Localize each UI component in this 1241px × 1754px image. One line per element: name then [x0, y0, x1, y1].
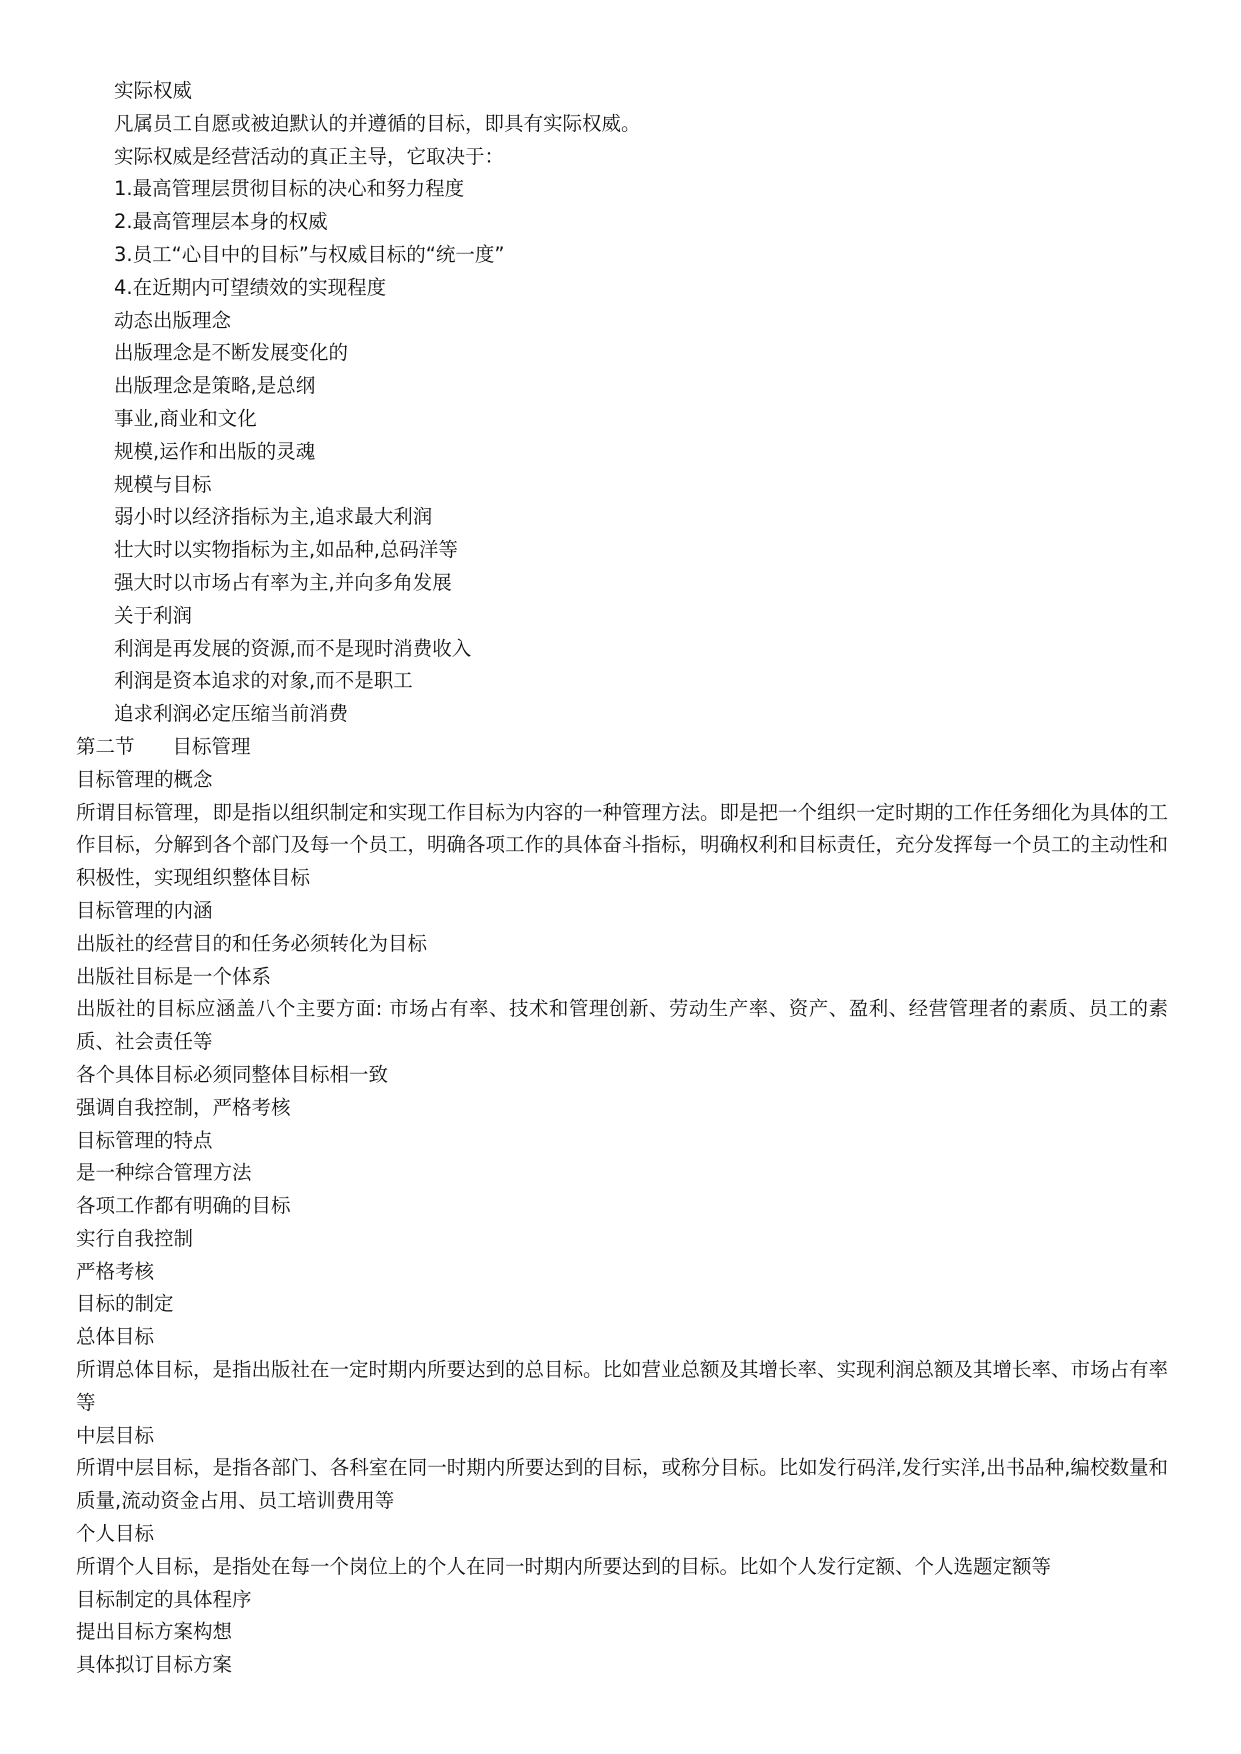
text-line: 出版社的经营目的和任务必须转化为目标	[76, 931, 428, 955]
text-line: 弱小时以经济指标为主,追求最大利润	[114, 505, 433, 529]
text-line: 凡属员工自愿或被迫默认的并遵循的目标，即具有实际权威。	[114, 111, 641, 135]
text-line: 关于利润	[114, 603, 193, 627]
list-item: 1.最高管理层贯彻目标的决心和努力程度	[114, 177, 465, 201]
text-line: 实际权威	[114, 79, 193, 102]
subheading: 目标管理的概念	[76, 767, 213, 791]
text-line: 强调自我控制，严格考核	[76, 1095, 291, 1119]
text-line: 强大时以市场占有率为主,并向多角发展	[114, 570, 452, 594]
text-line: 实行自我控制	[76, 1226, 194, 1250]
text-line: 出版理念是不断发展变化的	[114, 341, 349, 365]
actual-authority-block	[0, 75, 1241, 731]
text-line: 壮大时以实物指标为主,如品种,总码洋等	[114, 538, 458, 562]
paragraph: 所谓中层目标，是指各部门、各科室在同一时期内所要达到的目标，或称分目标。比如发行码洋,发行实洋,出书品种,编校数量和质量,流动资金占用、员工培训费用等	[76, 1456, 1168, 1513]
objective-management-block	[0, 764, 1241, 1682]
text-line: 规模与目标	[114, 472, 212, 496]
text-line: 利润是再发展的资源,而不是现时消费收入	[114, 636, 472, 660]
paragraph: 出版社的目标应涵盖八个主要方面: 市场占有率、技术和管理创新、劳动生产率、资产、盈利、经营管理者的素质、员工的素质、社会责任等	[76, 997, 1168, 1054]
paragraph: 所谓总体目标，是指出版社在一定时期内所要达到的总目标。比如营业总额及其增长率、实现利润总额及其增长率、市场占有率等	[76, 1358, 1169, 1414]
section-title: 目标管理	[172, 734, 251, 758]
text-line: 规模,运作和出版的灵魂	[114, 439, 316, 463]
section-number: 第二节	[76, 734, 135, 758]
text-line: 出版社目标是一个体系	[76, 964, 272, 988]
text-line: 具体拟订目标方案	[76, 1653, 233, 1677]
text-line: 各项工作都有明确的目标	[76, 1194, 291, 1218]
subheading: 目标管理的特点	[76, 1128, 213, 1152]
text-line: 利润是资本追求的对象,而不是职工	[114, 669, 413, 693]
text-line: 动态出版理念	[114, 308, 232, 332]
paragraph: 所谓个人目标，是指处在每一个岗位上的个人在同一时期内所要达到的目标。比如个人发行定额、个人选题定额等	[76, 1554, 1052, 1578]
text-line: 出版理念是策略,是总纲	[114, 374, 316, 398]
text-line: 各个具体目标必须同整体目标相一致	[76, 1062, 389, 1086]
text-line: 中层目标	[76, 1423, 155, 1447]
subheading: 目标的制定	[76, 1292, 174, 1316]
list-item: 2.最高管理层本身的权威	[114, 210, 328, 234]
text-line: 个人目标	[76, 1522, 155, 1546]
list-item: 4.在近期内可望绩效的实现程度	[114, 275, 387, 299]
text-line: 严格考核	[76, 1259, 155, 1283]
subheading: 目标管理的内涵	[76, 898, 213, 922]
text-line: 实际权威是经营活动的真正主导，它取决于：	[114, 144, 505, 168]
text-line: 是一种综合管理方法	[76, 1161, 252, 1185]
section-heading	[0, 731, 1241, 764]
paragraph: 所谓目标管理，即是指以组织制定和实现工作目标为内容的一种管理方法。即是把一个组织一定时期的工作任务细化为具体的工作目标，分解到各个部门及每一个员工，明确各项工作的具体奋斗指标，明确权利和目标责任，充分发挥每一个员工的主动性和积极性，实现组织整体目标	[76, 800, 1169, 890]
text-line: 事业,商业和文化	[114, 406, 257, 430]
text-line: 提出目标方案构想	[76, 1620, 233, 1644]
text-line: 总体目标	[76, 1325, 155, 1349]
subheading: 目标制定的具体程序	[76, 1587, 252, 1611]
list-item: 3.员工“心目中的目标”与权威目标的“统一度”	[114, 242, 505, 266]
text-line: 追求利润必定压缩当前消费	[114, 702, 349, 726]
